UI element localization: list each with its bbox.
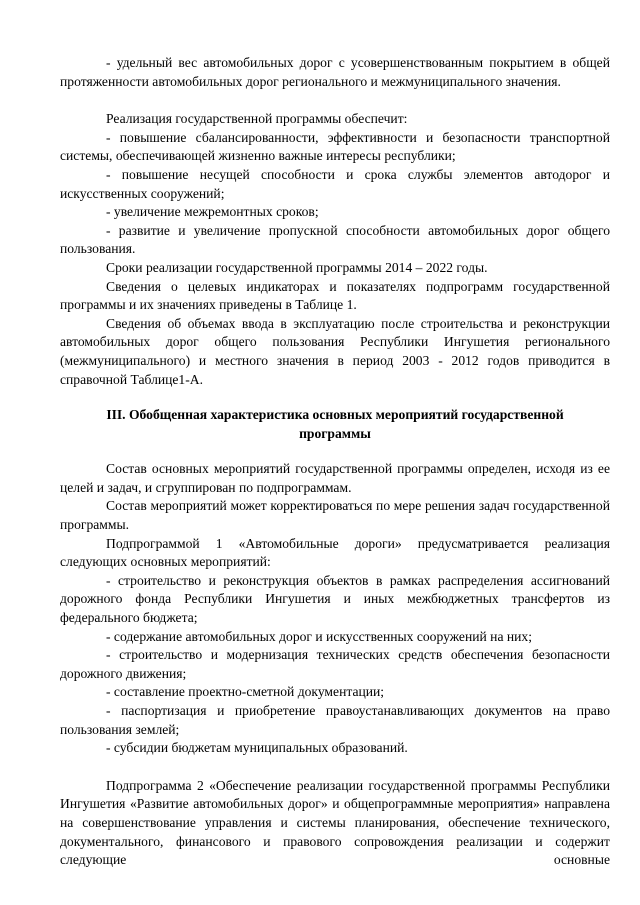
paragraph-adjustment: Состав мероприятий может корректироваться по мере решения задач государственной программы. [60,498,610,533]
document-body [60,54,610,870]
spacer [60,758,610,777]
bullet-maintenance: - содержание автомобильных дорог и искусственных сооружений на них; [106,628,532,644]
bullet-balance-efficiency: - повышение сбалансированности, эффективности и безопасности транспортной системы, обеспечивающей жизненно важные интересы республики; [60,129,610,164]
bullet-load-capacity: - повышение несущей способности и срока службы элементов автодорог и искусственных сооружений; [60,166,610,201]
paragraph-program-dates: Сроки реализации государственной программы 2014 – 2022 годы. [106,259,488,275]
paragraph-program-will-provide: Реализация государственной программы обеспечит: [106,111,408,127]
spacer [60,443,610,460]
bullet-repair-intervals: - увеличение межремонтных сроков; [106,204,319,220]
bullet-land-rights: - паспортизация и приобретение правоустанавливающих документов на право пользования землей; [60,703,610,737]
spacer [60,389,610,406]
bullet-design-docs: - составление проектно-сметной документации; [106,684,385,700]
paragraph-commissioning: Сведения об объемах ввода в эксплуатацию после строительства и реконструкции автомобильных дорог общего пользования Республики Ингушетия регионального (межмуниципального) и местного значения в период 2003 - 2012 годов приводится в справочной Таблице1-А. [60,315,610,387]
paragraph-indicators: Сведения о целевых индикаторах и показателях подпрограмм государственной программы и их значениях приведены в Таблице 1. [60,278,610,313]
bullet-subsidies: - субсидии бюджетам муниципальных образований. [106,740,408,756]
section-heading: III. Обобщенная характеристика основных мероприятий государственной программы [106,407,564,441]
paragraph-composition: Состав основных мероприятий государственной программы определен, исходя из ее целей и задач, и сгруппирован по подпрограммам. [60,461,610,495]
bullet-safety-equipment: - строительство и модернизация технических средств обеспечения безопасности дорожного движения; [60,647,610,681]
spacer [60,91,610,110]
paragraph-road-share: - удельный вес автомобильных дорог с усовершенствованным покрытием в общей протяженности автомобильных дорог регионального и межмуниципального значения. [60,55,610,89]
paragraph-subprogram-1: Подпрограммой 1 «Автомобильные дороги» предусматривается реализация следующих основных мероприятий: [60,535,610,570]
bullet-throughput: - развитие и увеличение пропускной способности автомобильных дорог общего пользования. [60,222,610,257]
paragraph-subprogram-2: Подпрограмма 2 «Обеспечение реализации государственной программы Республики Ингушетия «Развитие автомобильных дорог» и общепрограммные мероприятия» направлена на совершенствование управления и системы планирования, обеспечение технического, документального, финансового и правового сопровождения реализации и содержит следующие основные [60,777,610,868]
bullet-construction: - строительство и реконструкция объектов в рамках распределения ассигнований дорожного фонда Республики Ингушетия и иных межбюджетных трансфертов из федерального бюджета; [60,572,610,626]
